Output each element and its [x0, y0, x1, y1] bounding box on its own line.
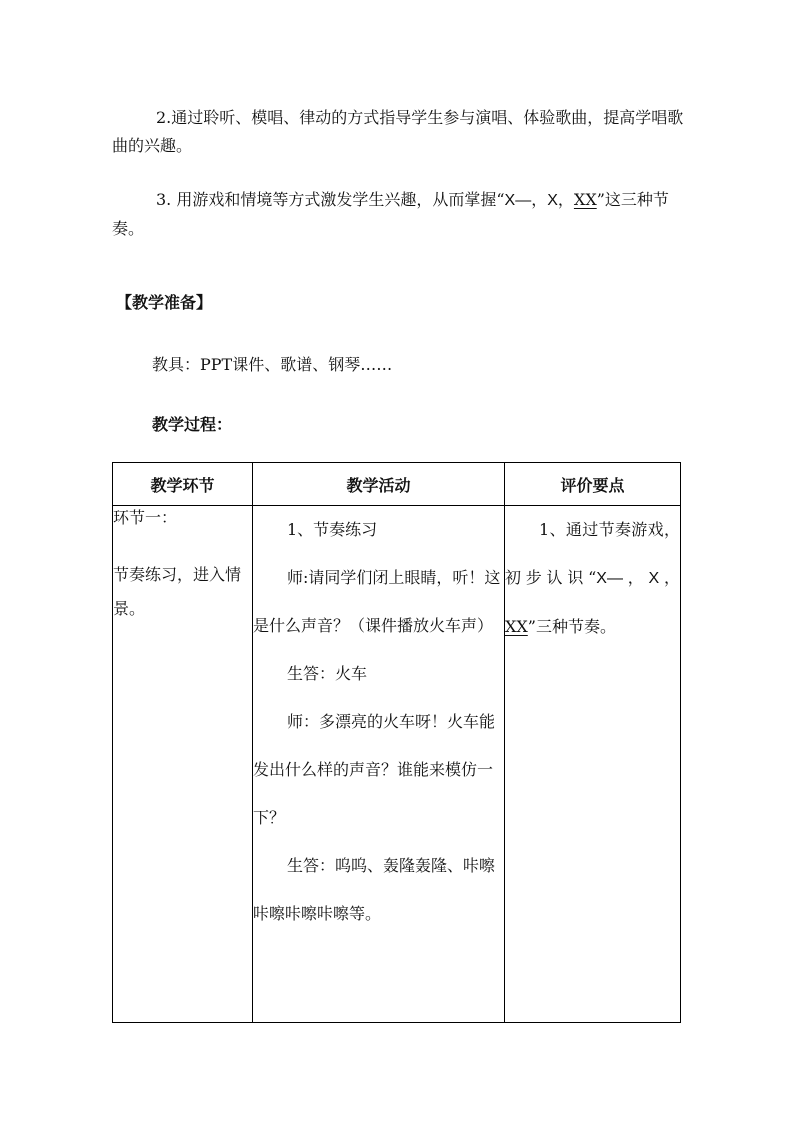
- evaluation-outro: ”三种节奏。: [527, 617, 616, 636]
- stage-title: 环节一：: [113, 508, 178, 527]
- preparation-heading: 【教学准备】: [116, 293, 213, 312]
- header-activity: 教学活动: [253, 463, 505, 506]
- rhythm-separator: ，: [622, 568, 649, 587]
- activity-student-answer: 生答：火车: [287, 664, 368, 683]
- objective-2: 2.通过聆听、模唱、律动的方式指导学生参与演唱、体验歌曲，提高学唱歌曲的兴趣。: [112, 108, 684, 155]
- rhythm-x-dash: X—: [504, 192, 532, 209]
- stage-name: 节奏练习，进入情景。: [113, 565, 242, 618]
- rhythm-separator: ，: [531, 190, 548, 209]
- evaluation-point: [505, 506, 680, 651]
- rhythm-x-dash: X—: [596, 570, 623, 587]
- teaching-tools: 教具：PPT课件、歌谱、钢琴……: [152, 355, 393, 374]
- objective-3-intro: 3. 用游戏和情境等方式激发学生兴趣，从而掌握“: [156, 190, 505, 209]
- process-heading: 教学过程：: [152, 415, 233, 434]
- activity-cell: [253, 506, 505, 1023]
- evaluation-cell: [505, 506, 681, 1023]
- activity-student-imitation: 生答：呜呜、轰隆轰隆、咔嚓咔嚓咔嚓咔嚓等。: [253, 856, 496, 923]
- lesson-table: [112, 462, 681, 1023]
- evaluation-intro: 1、通过节奏游戏，初步认识“: [505, 520, 680, 587]
- header-stage: 教学环节: [113, 463, 253, 506]
- rhythm-x: X: [547, 192, 558, 209]
- rhythm-x: X: [648, 570, 660, 587]
- activity-teacher-prompt: 师：多漂亮的火车呀！火车能发出什么样的声音？谁能来模仿一下？: [253, 712, 496, 827]
- objective-3-outro: ”这三种节奏。: [112, 190, 669, 238]
- rhythm-xx: XX: [505, 617, 528, 636]
- rhythm-separator: ，: [659, 568, 680, 587]
- activity-teacher-question: 师:请同学们闭上眼睛，听！这是什么声音？（课件播放火车声）: [253, 568, 501, 635]
- rhythm-xx: XX: [573, 190, 597, 209]
- rhythm-separator: ，: [557, 190, 574, 209]
- objective-3: [112, 186, 684, 243]
- table-header-row: [113, 463, 681, 506]
- activity-step: 1、节奏练习: [287, 520, 378, 539]
- stage-cell: [113, 506, 253, 1023]
- header-evaluation: 评价要点: [505, 463, 681, 506]
- table-row: [113, 506, 681, 1023]
